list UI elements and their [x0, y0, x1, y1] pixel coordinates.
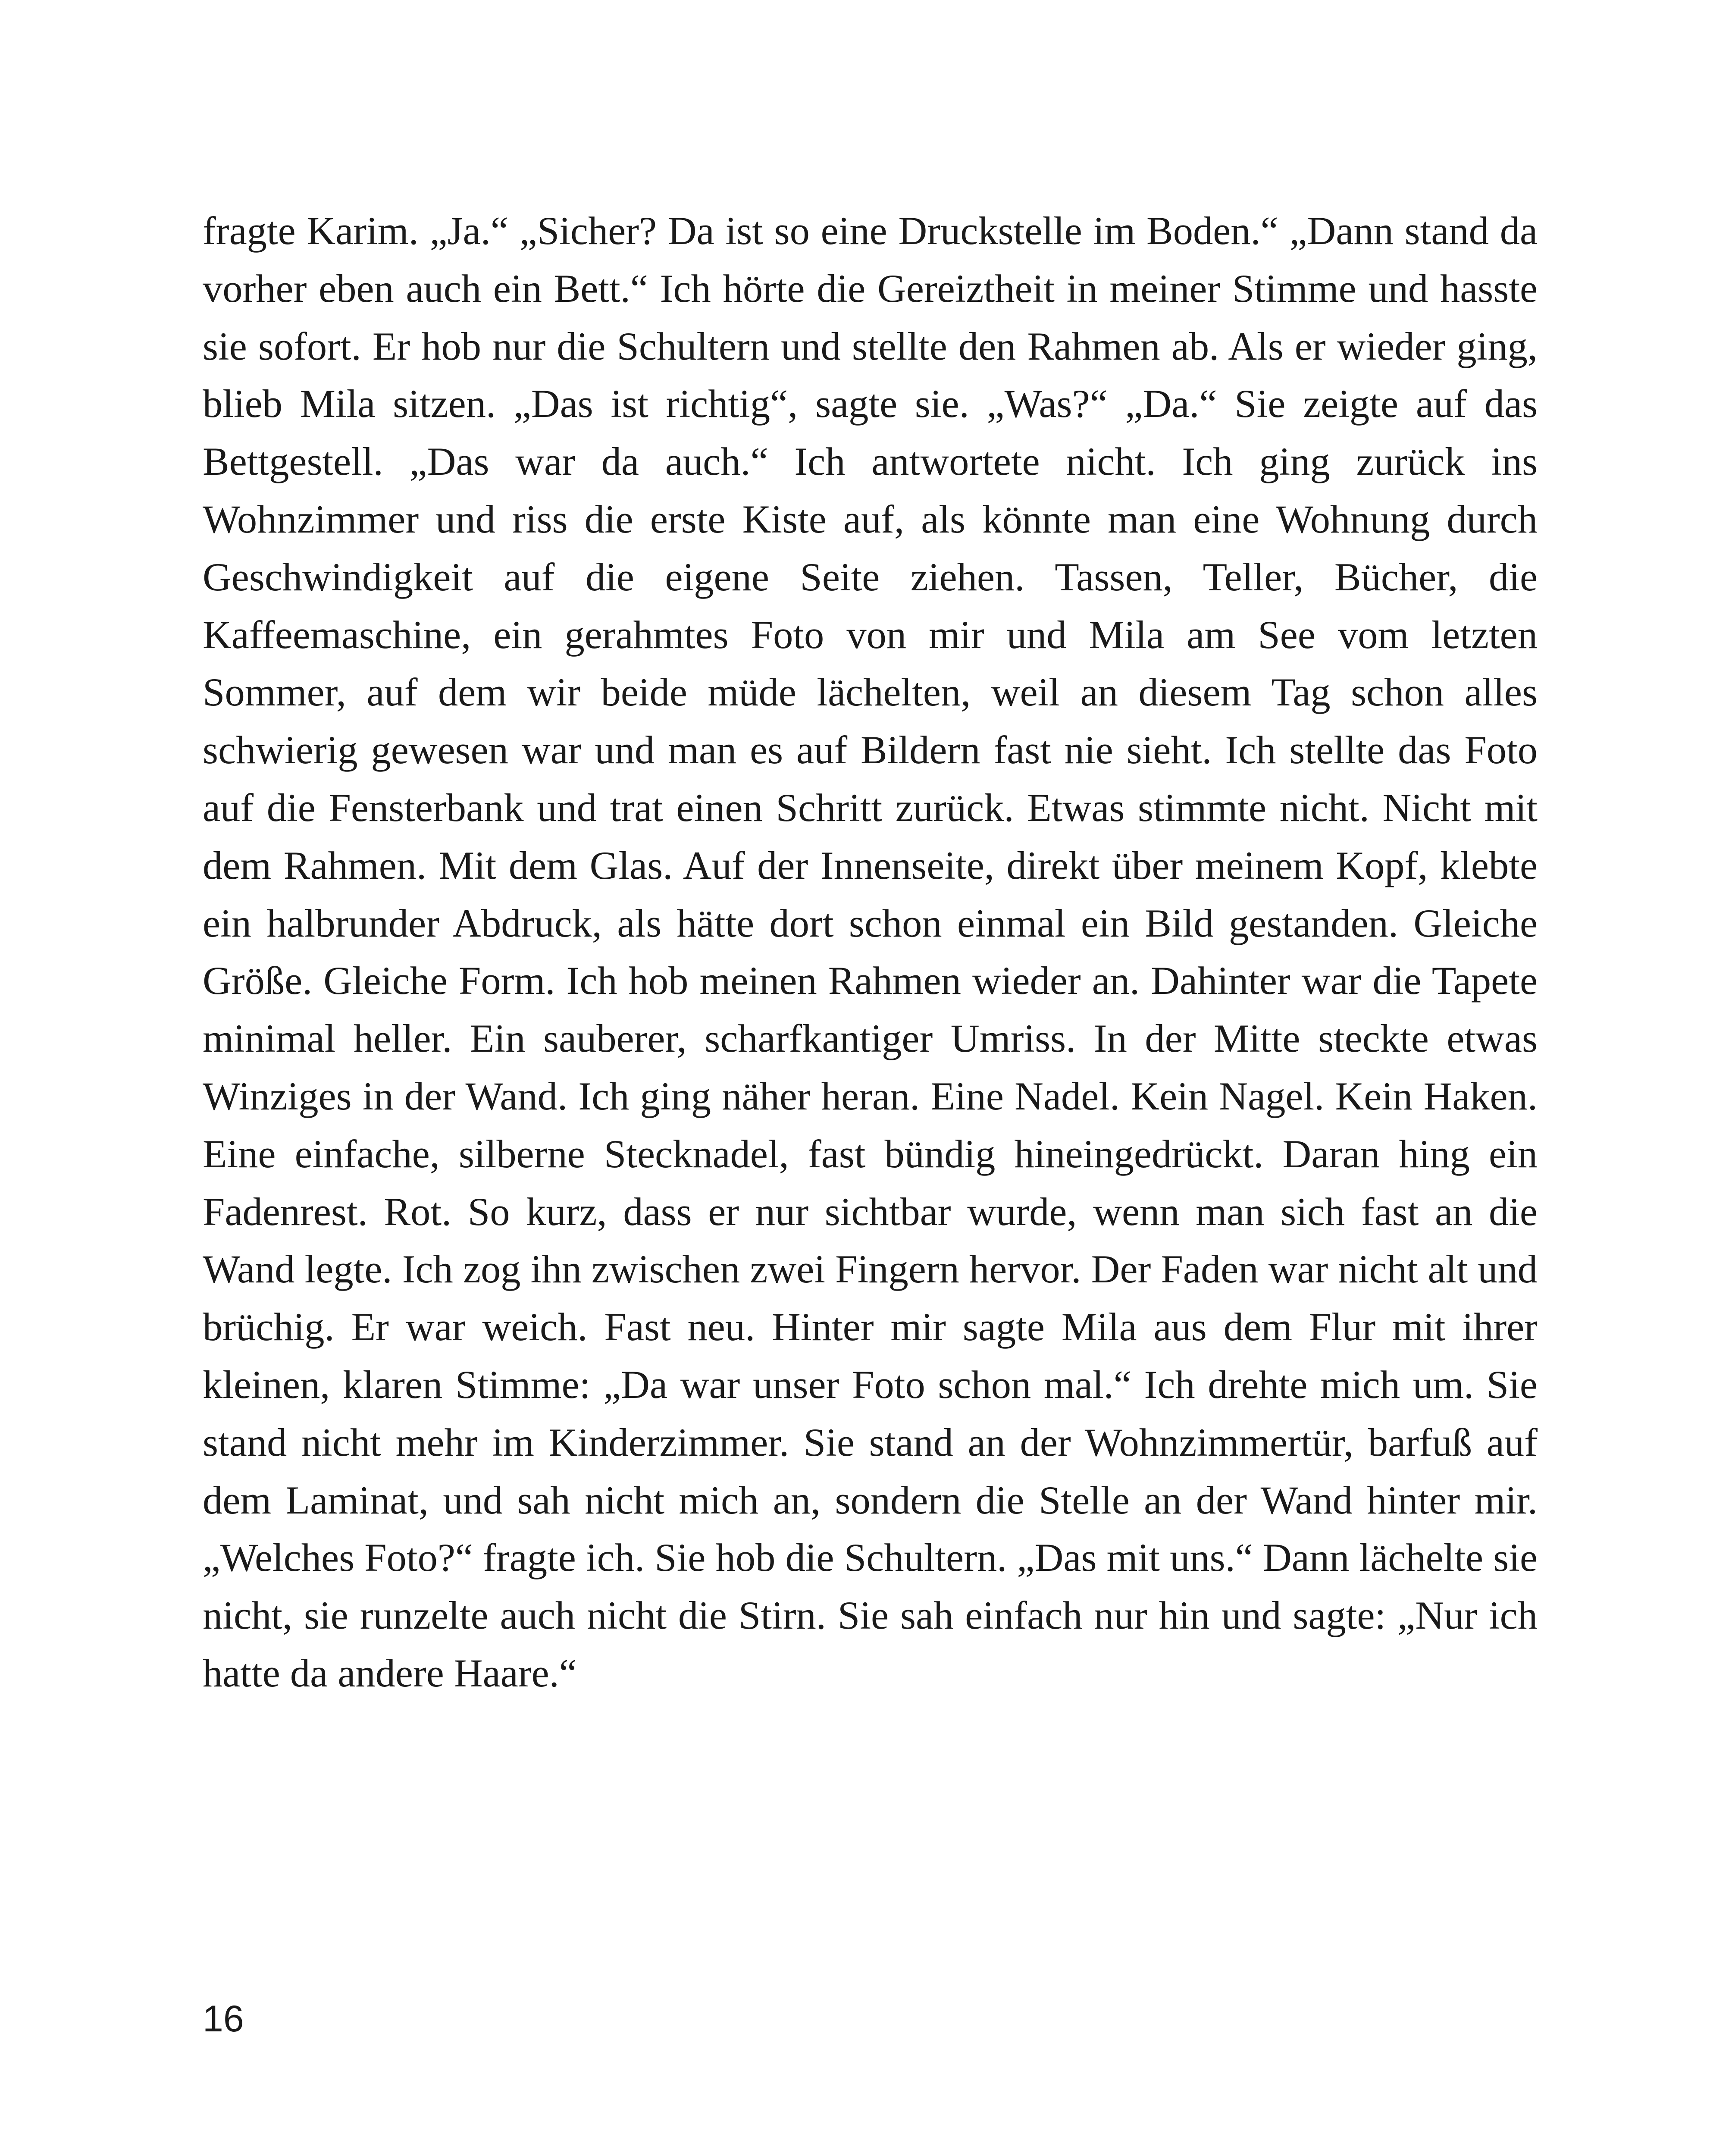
- body-paragraph: fragte Karim. „Ja.“ „Sicher? Da ist so eine Druckstelle im Boden.“ „Dann stand da vorher eben auch ein Bett.“ Ich hörte die Gereiztheit in meiner Stimme und hasste sie sofort. Er hob nur die Schultern und stellte den Rahmen ab. Als er wieder ging, blieb Mila sitzen. „Das ist richtig“, sagte sie. „Was?“ „Da.“ Sie zeigte auf das Bettgestell. „Das war da auch.“ Ich antwortete nicht. Ich ging zurück ins Wohnzimmer und riss die erste Kiste auf, als könnte man eine Wohnung durch Geschwindigkeit auf die eigene Seite ziehen. Tassen, Teller, Bücher, die Kaffeemaschine, ein gerahmtes Foto von mir und Mila am See vom letzten Sommer, auf dem wir beide müde lächelten, weil an diesem Tag schon alles schwierig gewesen war und man es auf Bildern fast nie sieht. Ich stellte das Foto auf die Fensterbank und trat einen Schritt zurück. Etwas stimmte nicht. Nicht mit dem Rahmen. Mit dem Glas. Auf der Innenseite, direkt über meinem Kopf, klebte ein halbrunder Abdruck, als hätte dort schon einmal ein Bild gestanden. Gleiche Größe. Gleiche Form. Ich hob meinen Rahmen wieder an. Dahinter war die Tapete minimal heller. Ein sauberer, scharfkantiger Umriss. In der Mitte steckte etwas Winziges in der Wand. Ich ging näher heran. Eine Nadel. Kein Nagel. Kein Haken. Eine einfache, silberne Stecknadel, fast bündig hineingedrückt. Daran hing ein Fadenrest. Rot. So kurz, dass er nur sichtbar wurde, wenn man sich fast an die Wand legte. Ich zog ihn zwischen zwei Fingern hervor. Der Faden war nicht alt und brüchig. Er war weich. Fast neu. Hinter mir sagte Mila aus dem Flur mit ihrer kleinen, klaren Stimme: „Da war unser Foto schon mal.“ Ich drehte mich um. Sie stand nicht mehr im Kinderzimmer. Sie stand an der Wohnzimmertür, barfuß auf dem Laminat, und sah nicht mich an, sondern die Stelle an der Wand hinter mir. „Welches Foto?“ fragte ich. Sie hob die Schultern. „Das mit uns.“ Dann lächelte sie nicht, sie runzelte auch nicht die Stirn. Sie sah einfach nur hin und sagte: „Nur ich hatte da andere Haare.“: [203, 209, 1538, 1695]
- page-number: 16: [203, 1998, 244, 2040]
